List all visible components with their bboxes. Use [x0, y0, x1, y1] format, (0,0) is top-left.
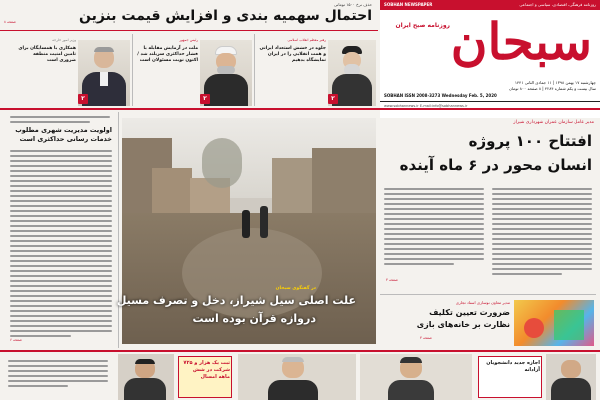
masthead-logo: سبحان: [450, 12, 592, 71]
left-sidebar: [4, 112, 116, 348]
divider: [254, 34, 255, 106]
main-story[interactable]: [116, 286, 376, 344]
right-story-page: صفحه ۳: [386, 278, 398, 282]
left-sidebar-headline[interactable]: اولویت مدیریت شهری مطلوب خدمات رسانی حداکثری است: [15, 126, 112, 143]
masthead-bottom-bar: [380, 101, 600, 102]
bottom-story-3[interactable]: [238, 354, 356, 400]
divider: [118, 112, 119, 348]
top-story-2-badge: ۲: [200, 94, 210, 104]
top-story-3[interactable]: [14, 34, 130, 106]
right-story-headline-1: افتتاح ۱۰۰ پروژه: [468, 132, 592, 150]
bottom-photo-1: [546, 354, 596, 400]
bottom-photo-2: [360, 354, 472, 400]
left-sidebar-page: صفحه ۶: [10, 338, 22, 342]
mid-right-story-kicker: مدیر معاون نوسازی اسناد تجاری: [455, 300, 510, 305]
right-story-body-col2: [384, 188, 484, 268]
masthead-tagline: روزنامه صبح ایران: [395, 22, 450, 29]
top-banner-page: صفحه ۸: [4, 20, 16, 24]
bottom-photo-4: [118, 354, 174, 400]
top-story-1-text: جلوه در خشش استعداد ایرانی و همت انقلابی را در ایران نمایشگاه بدهیم: [259, 46, 326, 63]
masthead-top-caption: روزنامه فرهنگی، اقتصادی، سیاسی و اجتماعی: [519, 2, 596, 7]
masthead: [380, 0, 600, 118]
divider: [0, 30, 378, 31]
bottom-story-4-text: ثبت یک هزار و ۷۲۵ شرکت در شش ماهه امسال: [183, 360, 230, 380]
mid-right-story-page: صفحه ۳: [420, 336, 432, 340]
masthead-en-name: SOBHAN NEWSPAPER: [384, 2, 433, 7]
left-sidebar-teaser: [10, 116, 110, 126]
right-story-body-col1: [492, 188, 592, 278]
playhouse-photo: [514, 300, 594, 346]
right-story-headline-2: انسان محور در ۶ ماه آینده: [399, 156, 592, 174]
top-story-2[interactable]: [134, 34, 252, 106]
top-story-1-kicker: رهبر معظم انقلاب اسلامی: [287, 38, 326, 42]
bottom-story-2[interactable]: [360, 354, 472, 400]
divider: [380, 294, 596, 295]
mid-right-story[interactable]: [380, 296, 596, 348]
top-story-3-text: همکاری با همسایگان برای تامین امنیت منطقه ضروری است: [18, 46, 76, 63]
right-story[interactable]: [380, 118, 596, 290]
masthead-url-line[interactable]: www.sobhannews.ir E-mail:info@sobhannews.ir: [384, 104, 468, 108]
bottom-story-1[interactable]: [476, 354, 596, 400]
bottom-story-4[interactable]: [118, 354, 234, 400]
top-story-1[interactable]: [256, 34, 376, 106]
masthead-en-line: SOBHAN ISSN 2008-3273 Wednesday Feb. 5, 2020: [384, 93, 497, 98]
bottom-left-panel: [4, 354, 114, 400]
top-banner: [0, 0, 378, 30]
top-banner-kicker: حذف نرخ ۱۵۰۰ تومانی: [333, 2, 372, 7]
main-story-headline-1: علت اصلی سیل شیراز، دخل و تصرف مسیل: [116, 294, 356, 307]
mid-right-story-headline-1: ضرورت تعیین تکلیف: [429, 308, 510, 317]
mid-right-story-headline-2: نظارت بر خانه‌های بازی: [416, 320, 510, 329]
main-story-kicker: در گفتگوی سبحان: [275, 286, 316, 291]
masthead-date-line: چهارشنبه ۱۷ بهمن ۱۳۹۸ | ۱۱ جمادی الثانی ۱۴۴۱: [514, 80, 596, 85]
divider: [0, 350, 600, 352]
main-story-headline-2: دروازه قرآن بوده است: [192, 312, 316, 325]
top-story-1-badge: ۲: [328, 94, 338, 104]
top-story-2-kicker: رئیس جمهور: [179, 38, 198, 42]
top-story-2-text: ملت در آزمایش مقابله با فشار حداکثری سربلند شد / اکنون نوبت مسئولان است: [137, 46, 198, 63]
divider: [132, 34, 133, 106]
left-sidebar-body: [10, 150, 112, 340]
masthead-issue-line: سال بیست و یکم شماره ۴۲۸۴ | ۸ صفحه ۸۰۰ تومان: [508, 86, 596, 91]
top-story-3-badge: ۲: [78, 94, 88, 104]
top-banner-headline: احتمال سهمیه بندی و افزایش قیمت بنزین: [79, 8, 372, 24]
top-story-3-kicker: وزیر امور خارجه: [52, 38, 76, 42]
divider: [0, 108, 600, 110]
bottom-photo-3: [238, 354, 356, 400]
bottom-story-1-text: اجازه جدید دانشجویان آزادانه: [486, 360, 540, 373]
right-story-kicker: مدیر عامل سازمان عمران شهرداری شیراز: [513, 120, 594, 125]
